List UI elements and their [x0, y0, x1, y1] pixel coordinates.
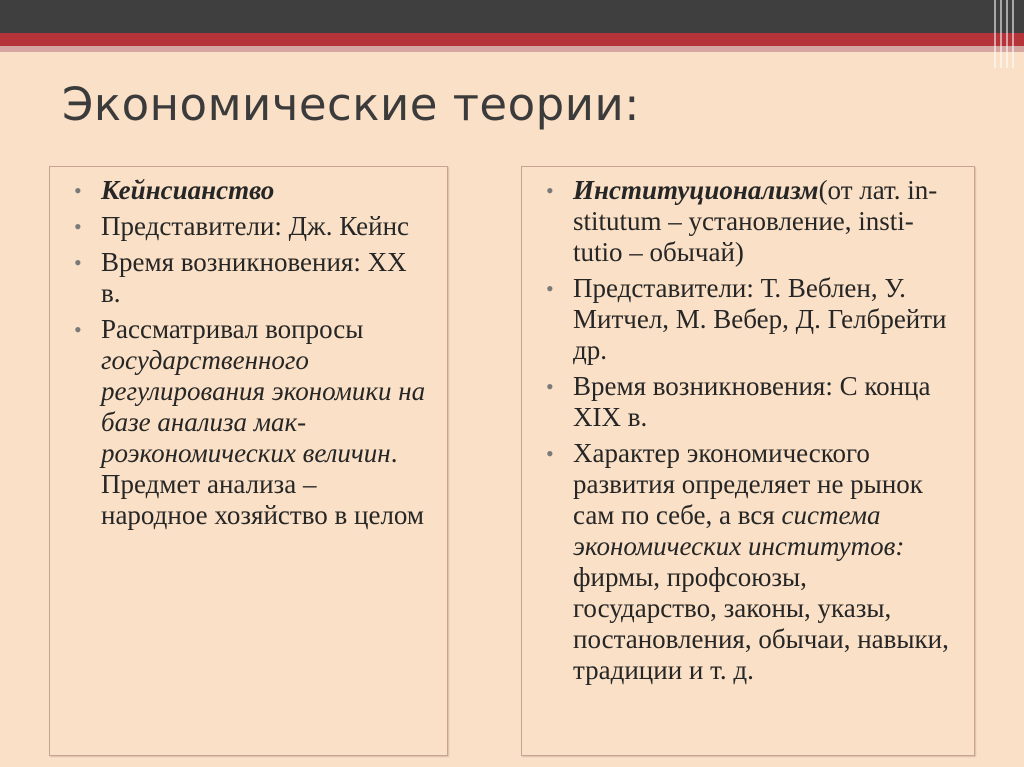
list-item: [74, 247, 429, 309]
etymology-text: (от лат. in-stitutum – установление, insti-tutio – обычай): [573, 175, 938, 267]
red-stripe: [0, 33, 1024, 46]
top-bar: [0, 0, 1024, 33]
theory-name: Кейнсианство: [101, 175, 275, 205]
description-tail: . Предмет анализа – народное хозяйство в целом: [101, 438, 424, 530]
description-tail: фирмы, профсоюзы, государство, законы, указы, постановления, обычаи, навыки, традиции и т. д.: [573, 562, 949, 685]
representatives-text: Представители: Т. Веблен, У. Митчел, М. Вебер, Д. Гелбрейти др.: [573, 273, 947, 365]
list-item: [74, 314, 429, 531]
institutionalism-panel: [521, 166, 975, 756]
keynesianism-list: [74, 175, 429, 531]
description-emphasis: государственного регулирования экономики на базе анализа мак-роэкономических величин: [101, 345, 426, 468]
slide-title: Экономические теории:: [62, 78, 640, 131]
list-item: [546, 175, 956, 268]
origin-time-text: Время возникновения: С конца XIX в.: [573, 371, 931, 432]
list-item: [546, 438, 956, 686]
pink-stripe: [0, 46, 1024, 52]
description-lead: Рассматривал вопросы: [101, 314, 364, 344]
description-lead: Характер экономического развития определяет не рынок сам по себе, а вся: [573, 438, 923, 530]
institutionalism-list: [546, 175, 956, 686]
list-item: [74, 175, 429, 206]
list-item: [546, 371, 956, 433]
list-item: [74, 211, 429, 242]
corner-decoration: [990, 0, 1024, 68]
representatives-text: Представители: Дж. Кейнс: [101, 211, 410, 241]
keynesianism-panel: [49, 166, 448, 756]
origin-time-text: Время возникновения: XX в.: [101, 247, 407, 308]
description-emphasis: система экономических институтов:: [573, 500, 905, 561]
list-item: [546, 273, 956, 366]
theory-name: Институционализм: [573, 175, 819, 205]
